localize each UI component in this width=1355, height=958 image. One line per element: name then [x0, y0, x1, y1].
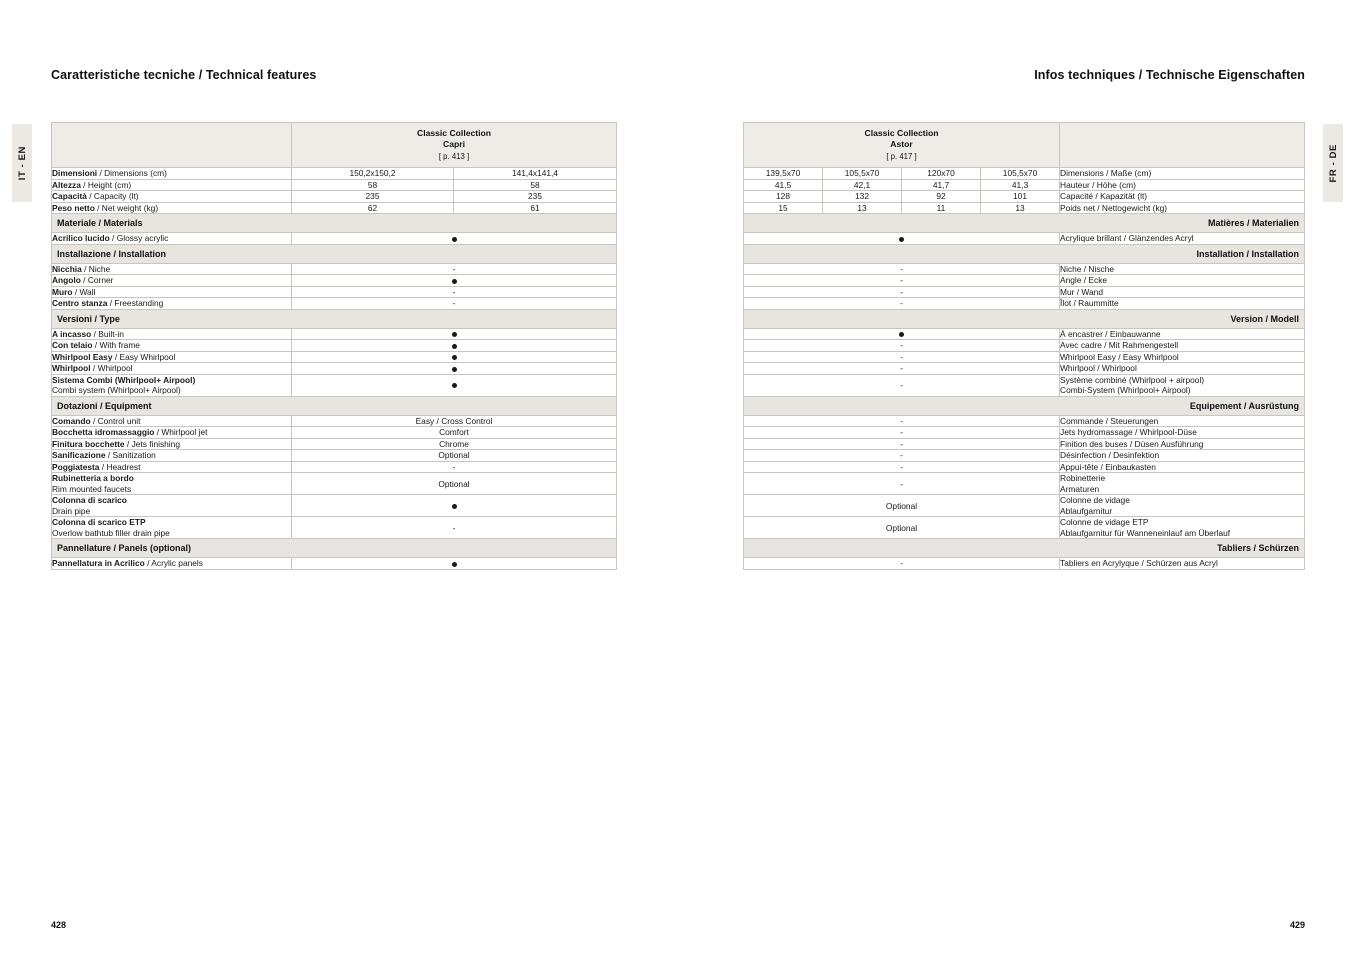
row-value: 101 [981, 191, 1060, 203]
bullet-mark [452, 332, 457, 337]
row-value [292, 374, 617, 396]
bullet-mark [452, 237, 457, 242]
row-label: Commande / Steuerungen [1060, 415, 1305, 427]
row-label: Peso netto / Net weight (kg) [52, 202, 292, 214]
row-value [292, 495, 617, 517]
section-label: Tabliers / Schürzen [744, 539, 1305, 558]
row-value [292, 558, 617, 570]
bullet-mark [452, 504, 457, 509]
table-row [52, 233, 617, 245]
table-row [52, 179, 617, 191]
row-value: Optional [292, 473, 617, 495]
row-label: Comando / Control unit [52, 415, 292, 427]
row-value: 92 [902, 191, 981, 203]
table-row [744, 438, 1305, 450]
row-label: Sistema Combi (Whirlpool+ Airpool) Combi system (Whirlpool+ Airpool) [52, 374, 292, 396]
language-tab-fr-de-label: FR - DE [1327, 143, 1339, 183]
collection-header: Classic Collection Capri [ p. 413 ] [292, 123, 617, 168]
specs-table-left [51, 122, 617, 570]
table-row [52, 415, 617, 427]
table-row [52, 427, 617, 439]
row-value: - [292, 461, 617, 473]
table-row [52, 461, 617, 473]
section-header-row [52, 214, 617, 233]
row-value: - [744, 558, 1060, 570]
header-spacer-cell [52, 123, 292, 168]
row-label: Rubinetteria a bordo Rim mounted faucets [52, 473, 292, 495]
table-row [744, 263, 1305, 275]
table-row [744, 427, 1305, 439]
row-value: 13 [981, 202, 1060, 214]
row-value: 11 [902, 202, 981, 214]
row-label: Pannellatura in Acrilico / Acrylic panels [52, 558, 292, 570]
table-row [52, 168, 617, 180]
table-row [744, 473, 1305, 495]
section-header-row [52, 309, 617, 328]
row-value: 58 [292, 179, 454, 191]
row-label: Système combiné (Whirlpool + airpool) Combi-System (Whirlpool+ Airpool) [1060, 374, 1305, 396]
row-value: 105,5x70 [981, 168, 1060, 180]
row-label: Appui-tête / Einbaukasten [1060, 461, 1305, 473]
row-value: - [292, 286, 617, 298]
section-header-row [744, 396, 1305, 415]
table-row [52, 298, 617, 310]
table-row [744, 363, 1305, 375]
page-number-right: 429 [1289, 920, 1305, 930]
language-tab-it-en [12, 124, 32, 202]
row-label: Finitura bocchette / Jets finishing [52, 438, 292, 450]
row-value [292, 351, 617, 363]
table-row [744, 298, 1305, 310]
table-row [744, 286, 1305, 298]
header-spacer-cell [1060, 123, 1305, 168]
section-label: Versioni / Type [52, 309, 617, 328]
table-row [744, 233, 1305, 245]
row-value: Optional [744, 517, 1060, 539]
bullet-mark [452, 367, 457, 372]
row-label: Muro / Wall [52, 286, 292, 298]
row-value: - [744, 427, 1060, 439]
section-header-row [52, 244, 617, 263]
row-label: Robinetterie Armaturen [1060, 473, 1305, 495]
section-header-row [744, 244, 1305, 263]
row-label: Whirlpool Easy / Easy Whirlpool [1060, 351, 1305, 363]
table-row [744, 461, 1305, 473]
row-label: Con telaio / With frame [52, 340, 292, 352]
row-value [292, 328, 617, 340]
row-value: 139,5x70 [744, 168, 823, 180]
row-label: Poids net / Nettogewicht (kg) [1060, 202, 1305, 214]
row-label: Avec cadre / Mit Rahmengestell [1060, 340, 1305, 352]
row-value: - [744, 286, 1060, 298]
section-header-row [52, 396, 617, 415]
row-label: Jets hydromassage / Whirlpool-Düse [1060, 427, 1305, 439]
bullet-mark [452, 562, 457, 567]
row-label: Hauteur / Höhe (cm) [1060, 179, 1305, 191]
row-value: 235 [292, 191, 454, 203]
row-value: 13 [823, 202, 902, 214]
row-value: - [744, 415, 1060, 427]
section-label: Matières / Materialien [744, 214, 1305, 233]
section-label: Equipement / Ausrüstung [744, 396, 1305, 415]
row-label: Nicchia / Niche [52, 263, 292, 275]
collection-header: Classic Collection Astor [ p. 417 ] [744, 123, 1060, 168]
page-title-right: Infos techniques / Technische Eigenschaften [1034, 68, 1305, 82]
table-row [52, 286, 617, 298]
row-label: Capacité / Kapazität (lt) [1060, 191, 1305, 203]
row-value: - [744, 461, 1060, 473]
section-label: Pannellature / Panels (optional) [52, 539, 617, 558]
row-label: Bocchetta idromassaggio / Whirlpool jet [52, 427, 292, 439]
row-value: - [744, 298, 1060, 310]
row-label: Angolo / Corner [52, 275, 292, 287]
row-value: - [744, 438, 1060, 450]
row-value: 150,2x150,2 [292, 168, 454, 180]
row-value: Comfort [292, 427, 617, 439]
row-value: - [292, 517, 617, 539]
page-reference: [ p. 413 ] [438, 151, 470, 161]
row-value: - [744, 473, 1060, 495]
row-label: Angle / Ecke [1060, 275, 1305, 287]
table-row [744, 415, 1305, 427]
bullet-mark [899, 237, 904, 242]
table-row [744, 275, 1305, 287]
row-label: Colonna di scarico Drain pipe [52, 495, 292, 517]
row-label: Finition des buses / Düsen Ausführung [1060, 438, 1305, 450]
row-value: 15 [744, 202, 823, 214]
row-label: Whirlpool / Whirlpool [1060, 363, 1305, 375]
row-value: - [744, 263, 1060, 275]
table-row [52, 450, 617, 462]
row-label: Centro stanza / Freestanding [52, 298, 292, 310]
row-value: - [744, 450, 1060, 462]
row-label: Colonna di scarico ETP Overlow bathtub filler drain pipe [52, 517, 292, 539]
row-value: 235 [454, 191, 617, 203]
row-value: 128 [744, 191, 823, 203]
table-row [744, 517, 1305, 539]
table-row [52, 202, 617, 214]
table-row [744, 202, 1305, 214]
row-label: Capacità / Capacity (lt) [52, 191, 292, 203]
section-header-row [744, 309, 1305, 328]
row-label: A incasso / Built-in [52, 328, 292, 340]
row-label: Poggiatesta / Headrest [52, 461, 292, 473]
row-value: - [744, 351, 1060, 363]
section-header-row [744, 539, 1305, 558]
table-row [52, 517, 617, 539]
row-label: Altezza / Height (cm) [52, 179, 292, 191]
table-row [52, 363, 617, 375]
row-label: Acrilico lucido / Glossy acrylic [52, 233, 292, 245]
table-row [52, 351, 617, 363]
row-label: Whirlpool Easy / Easy Whirlpool [52, 351, 292, 363]
section-label: Installation / Installation [744, 244, 1305, 263]
row-value: Optional [292, 450, 617, 462]
section-label: Dotazioni / Equipment [52, 396, 617, 415]
section-header-row [744, 214, 1305, 233]
row-value: Optional [744, 495, 1060, 517]
row-value: - [744, 340, 1060, 352]
row-value: Easy / Cross Control [292, 415, 617, 427]
row-value: 132 [823, 191, 902, 203]
row-value: - [744, 363, 1060, 375]
row-value: - [292, 298, 617, 310]
row-value: - [292, 263, 617, 275]
bullet-mark [452, 279, 457, 284]
table-row [744, 191, 1305, 203]
page-number-left: 428 [51, 920, 67, 930]
bullet-mark [899, 332, 904, 337]
table-row [52, 438, 617, 450]
language-tab-it-en-label: IT - EN [16, 145, 28, 181]
table-row [744, 340, 1305, 352]
section-label: Version / Modell [744, 309, 1305, 328]
row-label: Acrylique brillant / Glänzendes Acryl [1060, 233, 1305, 245]
section-label: Installazione / Installation [52, 244, 617, 263]
row-label: Désinfection / Desinfektion [1060, 450, 1305, 462]
row-label: Îlot / Raummitte [1060, 298, 1305, 310]
row-value: 141,4x141,4 [454, 168, 617, 180]
table-row [52, 275, 617, 287]
row-label: Mur / Wand [1060, 286, 1305, 298]
row-label: Colonne de vidage ETP Ablaufgarnitur für Wanneneinlauf am Überlauf [1060, 517, 1305, 539]
table-row [744, 351, 1305, 363]
table-row [744, 495, 1305, 517]
row-value [292, 340, 617, 352]
row-value: 41,3 [981, 179, 1060, 191]
row-value: 58 [454, 179, 617, 191]
row-value: 42,1 [823, 179, 902, 191]
table-header-row [744, 123, 1305, 168]
table-row [744, 179, 1305, 191]
row-label: À encastrer / Einbauwanne [1060, 328, 1305, 340]
section-label: Materiale / Materials [52, 214, 617, 233]
bullet-mark [452, 344, 457, 349]
table-row [52, 340, 617, 352]
row-label: Sanificazione / Sanitization [52, 450, 292, 462]
bullet-mark [452, 355, 457, 360]
row-value [292, 363, 617, 375]
row-value: 41,7 [902, 179, 981, 191]
table-row [52, 473, 617, 495]
table-row [52, 558, 617, 570]
page-title-left: Caratteristiche tecniche / Technical features [51, 68, 317, 82]
row-value: 120x70 [902, 168, 981, 180]
table-row [744, 168, 1305, 180]
table-row [52, 328, 617, 340]
row-label: Dimensions / Maße (cm) [1060, 168, 1305, 180]
table-row [52, 495, 617, 517]
table-header-row [52, 123, 617, 168]
row-value: - [744, 275, 1060, 287]
row-value: 105,5x70 [823, 168, 902, 180]
row-value [292, 233, 617, 245]
specs-table-right [743, 122, 1305, 570]
language-tab-fr-de [1323, 124, 1343, 202]
table-row [52, 263, 617, 275]
table-row [744, 374, 1305, 396]
row-value: Chrome [292, 438, 617, 450]
row-value [744, 233, 1060, 245]
row-value: - [744, 374, 1060, 396]
row-value [292, 275, 617, 287]
row-label: Dimensioni / Dimensions (cm) [52, 168, 292, 180]
row-value: 61 [454, 202, 617, 214]
row-label: Whirlpool / Whirlpool [52, 363, 292, 375]
row-value: 62 [292, 202, 454, 214]
row-value [744, 328, 1060, 340]
table-row [52, 374, 617, 396]
row-label: Tabliers en Acrylyque / Schürzen aus Acryl [1060, 558, 1305, 570]
table-row [744, 328, 1305, 340]
table-row [744, 450, 1305, 462]
table-row [52, 191, 617, 203]
row-label: Colonne de vidage Ablaufgarnitur [1060, 495, 1305, 517]
row-label: Niche / Nische [1060, 263, 1305, 275]
bullet-mark [452, 383, 457, 388]
section-header-row [52, 539, 617, 558]
row-value: 41,5 [744, 179, 823, 191]
table-row [744, 558, 1305, 570]
page-reference: [ p. 417 ] [886, 151, 917, 161]
